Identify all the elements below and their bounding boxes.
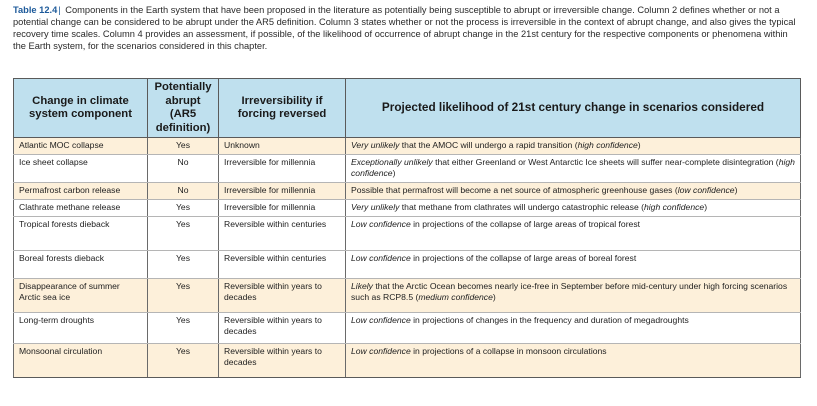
table-body [14,138,801,378]
cell-component: Permafrost carbon release [14,183,148,200]
cell-irreversibility: Irreversible for millennia [219,200,346,217]
likelihood-text: ) [637,140,641,150]
table-row [14,344,801,378]
likelihood-term: Very unlikely [351,140,400,150]
likelihood-text: ) [734,185,738,195]
likelihood-text: that the AMOC will undergo a rapid transition ( [399,140,578,150]
cell-component: Disappearance of summer Arctic sea ice [14,279,148,313]
table-number: Table 12.4 [13,5,58,15]
cell-component: Clathrate methane release [14,200,148,217]
likelihood-term: Likely [351,281,373,291]
table-row [14,279,801,313]
likelihood-term: Very unlikely [351,202,400,212]
cell-component: Monsoonal circulation [14,344,148,378]
cell-abrupt: Yes [148,344,219,378]
table-row [14,155,801,183]
likelihood-text: Possible that permafrost will become a net source of atmospheric greenhouse gases ( [351,185,678,195]
cell-abrupt: Yes [148,200,219,217]
column-header-irreversibility: Irreversibility if forcing reversed [219,79,346,138]
abrupt-change-table [13,78,801,378]
table-row [14,251,801,279]
cell-likelihood [346,138,801,155]
column-header-likelihood: Projected likelihood of 21st century change in scenarios considered [346,79,801,138]
likelihood-text: in projections of changes in the frequency and duration of megadroughts [410,315,689,325]
cell-abrupt: Yes [148,279,219,313]
likelihood-text: ) [392,168,396,179]
cell-abrupt: Yes [148,251,219,279]
cell-likelihood [346,217,801,251]
table-row [14,138,801,155]
likelihood-term: high confidence [351,157,795,179]
likelihood-term: Low confidence [351,219,411,229]
cell-irreversibility: Irreversible for millennia [219,155,346,183]
table-row [14,183,801,200]
cell-abrupt: No [148,183,219,200]
cell-component: Boreal forests dieback [14,251,148,279]
cell-irreversibility: Reversible within centuries [219,217,346,251]
likelihood-term: low confidence [677,185,735,195]
likelihood-term: high confidence [643,202,705,212]
likelihood-text: ) [492,292,496,303]
cell-likelihood [346,279,801,313]
likelihood-text: in projections of the collapse of large areas of boreal forest [410,253,637,263]
likelihood-term: Low confidence [351,346,411,356]
cell-irreversibility: Reversible within years to decades [219,279,346,313]
cell-likelihood [346,155,801,183]
cell-likelihood [346,344,801,378]
cell-component: Atlantic MOC collapse [14,138,148,155]
likelihood-term: medium confidence [418,292,493,303]
likelihood-text: in projections of the collapse of large areas of tropical forest [410,219,641,229]
cell-likelihood [346,313,801,344]
cell-component: Tropical forests dieback [14,217,148,251]
cell-abrupt: Yes [148,313,219,344]
cell-component: Ice sheet collapse [14,155,148,183]
cell-likelihood [346,200,801,217]
cell-abrupt: Yes [148,138,219,155]
likelihood-term: Exceptionally unlikely [351,157,433,167]
cell-irreversibility: Reversible within centuries [219,251,346,279]
cell-irreversibility: Irreversible for millennia [219,183,346,200]
likelihood-text: that either Greenland or West Antarctic Ice sheets will suffer near-complete disintegration ( [432,157,779,167]
cell-component: Long-term droughts [14,313,148,344]
likelihood-term: high confidence [577,140,638,150]
cell-abrupt: No [148,155,219,183]
column-header-abrupt: Potentially abrupt (AR5 definition) [148,79,219,138]
likelihood-text: that the Arctic Ocean becomes nearly ice-free in September before mid-century under high forcing scenarios such as RCP8.5 ( [351,281,788,303]
cell-irreversibility: Reversible within years to decades [219,344,346,378]
likelihood-text: that methane from clathrates will undergo catastrophic release ( [399,202,644,212]
likelihood-term: Low confidence [351,253,411,263]
caption-text: Components in the Earth system that have been proposed in the literature as potentially being susceptible to abrupt or irreversible change. Column 2 defines whether or not a potential change can be considered to be abrupt under the AR5 definition. Column 3 states whether or not the process is irreversible in the context of abrupt change, and also gives the typical recovery time scales. Column 4 provides an assessment, if possible, of the likelihood of occurrence of abrupt change in the 21st century for the respective components or phenomena within the Earth system, for the scenarios considered in this chapter. [13,5,796,52]
cell-abrupt: Yes [148,217,219,251]
cell-irreversibility: Unknown [219,138,346,155]
table-header-row [14,79,801,138]
cell-likelihood [346,251,801,279]
likelihood-text: ) [704,202,708,212]
table-caption [13,4,803,52]
table-row [14,200,801,217]
column-header-component: Change in climate system component [14,79,148,138]
likelihood-text: in projections of a collapse in monsoon circulations [410,346,607,356]
likelihood-term: Low confidence [351,315,411,325]
caption-separator: | [58,5,61,15]
cell-irreversibility: Reversible within years to decades [219,313,346,344]
table-row [14,313,801,344]
table-row [14,217,801,251]
cell-likelihood [346,183,801,200]
